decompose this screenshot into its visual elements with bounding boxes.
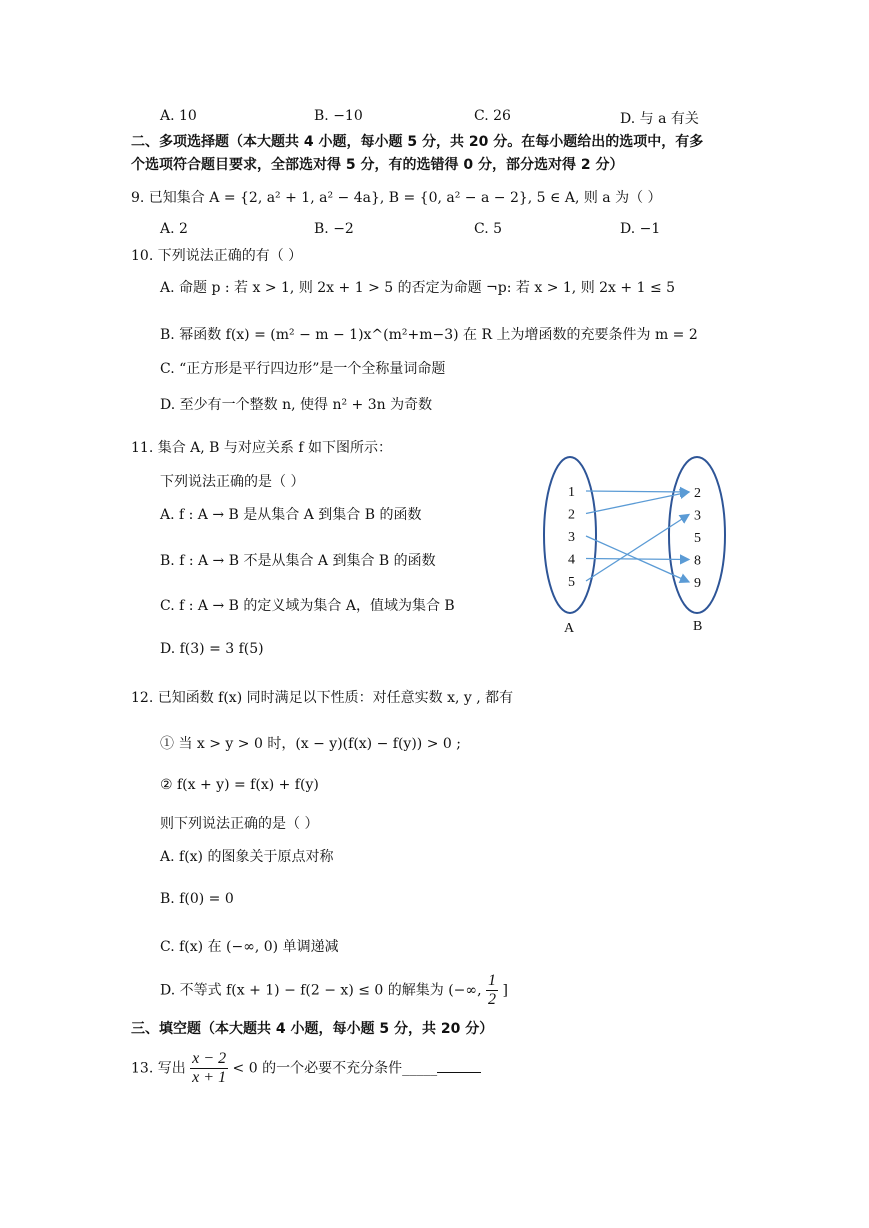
q11-option-a: A. f : A → B 是从集合 A 到集合 B 的函数: [160, 507, 422, 523]
fraction-denominator: x + 1: [192, 1069, 227, 1086]
q8-option-a: A. 10: [160, 108, 197, 124]
q10-option-b: B. 幂函数 f(x) = (m² − m − 1)x^(m²+m−3) 在 R 上为增函数的充要条件为 m = 2: [160, 327, 698, 343]
q12-stem: 12. 已知函数 f(x) 同时满足以下性质：对任意实数 x, y , 都有: [131, 690, 514, 706]
fraction-numerator: 1: [487, 972, 496, 989]
q12-option-b: B. f(0) = 0: [160, 891, 234, 907]
q12-property-1: ① 当 x > y > 0 时，(x − y)(f(x) − f(y)) > 0 ;: [160, 736, 461, 752]
q12-option-d-text: D. 不等式 f(x + 1) − f(2 − x) ≤ 0 的解集为 (−∞,: [160, 982, 482, 999]
q9-option-a: A. 2: [160, 221, 188, 237]
q13-suffix: < 0 的一个必要不充分条件_____: [232, 1060, 438, 1077]
q11-subprompt: 下列说法正确的是（ ）: [160, 474, 305, 490]
set-a-element: 1: [568, 485, 575, 500]
mapping-diagram: [530, 450, 740, 640]
q12-option-c: C. f(x) 在 (−∞, 0) 单调递减: [160, 939, 339, 955]
q12-option-d: [160, 972, 508, 1009]
q13-stem: [131, 1050, 481, 1087]
set-a-element: 5: [568, 575, 575, 590]
q9-option-d: D. −1: [620, 221, 661, 237]
set-a-element: 4: [568, 552, 575, 568]
q11-stem: 11. 集合 A, B 与对应关系 f 如下图所示：: [131, 440, 392, 456]
q12-option-d-fraction: [486, 972, 498, 1009]
q10-option-d: D. 至少有一个整数 n, 使得 n² + 3n 为奇数: [160, 397, 433, 413]
q10-option-c: C. “正方形是平行四边形”是一个全称量词命题: [160, 361, 446, 377]
q11-option-c: C. f : A → B 的定义域为集合 A，值域为集合 B: [160, 598, 455, 614]
mapping-arrow: [586, 515, 689, 582]
set-b-element: 8: [694, 553, 701, 569]
set-a-element: 3: [568, 530, 575, 545]
q9-stem: 9. 已知集合 A = {2, a² + 1, a² − 4a}, B = {0, a² − a − 2}, 5 ∈ A, 则 a 为（ ）: [131, 190, 662, 206]
section3-heading: 三、填空题（本大题共 4 小题，每小题 5 分，共 20 分）: [131, 1021, 494, 1037]
set-b-element: 3: [694, 508, 701, 524]
q9-option-b: B. −2: [314, 221, 354, 237]
q11-option-d: D. f(3) = 3 f(5): [160, 641, 264, 657]
mapping-arrow: [586, 492, 689, 514]
mapping-arrow: [586, 559, 689, 560]
set-a-label: A: [564, 621, 575, 636]
q13-prefix: 13. 写出: [131, 1060, 186, 1077]
q10-stem: 10. 下列说法正确的有（ ）: [131, 248, 303, 264]
set-b-element: 2: [694, 486, 701, 501]
q9-option-c: C. 5: [474, 221, 503, 237]
q11-option-b: B. f : A → B 不是从集合 A 到集合 B 的函数: [160, 553, 436, 569]
q12-subprompt: 则下列说法正确的是（ ）: [160, 816, 319, 832]
set-b-element: 9: [694, 576, 701, 591]
q8-option-c: C. 26: [474, 108, 511, 124]
fraction-denominator: 2: [487, 991, 496, 1008]
section2-heading-line2: 个选项符合题目要求，全部选对得 5 分，有的选错得 0 分，部分选对得 2 分）: [131, 157, 624, 173]
q12-option-d-close: ]: [502, 982, 508, 999]
q10-option-a: A. 命题 p : 若 x > 1, 则 2x + 1 > 5 的否定为命题 ¬p: 若 x > 1, 则 2x + 1 ≤ 5: [160, 280, 676, 296]
set-b-element: 5: [694, 531, 701, 546]
fraction-numerator: x − 2: [192, 1050, 227, 1067]
q8-option-b: B. −10: [314, 108, 363, 124]
q13-answer-blank[interactable]: [437, 1058, 481, 1073]
q8-option-d: D. 与 a 有关: [620, 111, 699, 127]
q12-option-a: A. f(x) 的图象关于原点对称: [160, 849, 334, 865]
q13-fraction: [190, 1050, 228, 1087]
section2-heading-line1: 二、多项选择题（本大题共 4 小题，每小题 5 分，共 20 分。在每小题给出的选项中，有多: [131, 134, 704, 150]
set-b-label: B: [693, 619, 703, 634]
q12-property-2: ② f(x + y) = f(x) + f(y): [160, 777, 319, 793]
set-a-element: 2: [568, 507, 575, 523]
